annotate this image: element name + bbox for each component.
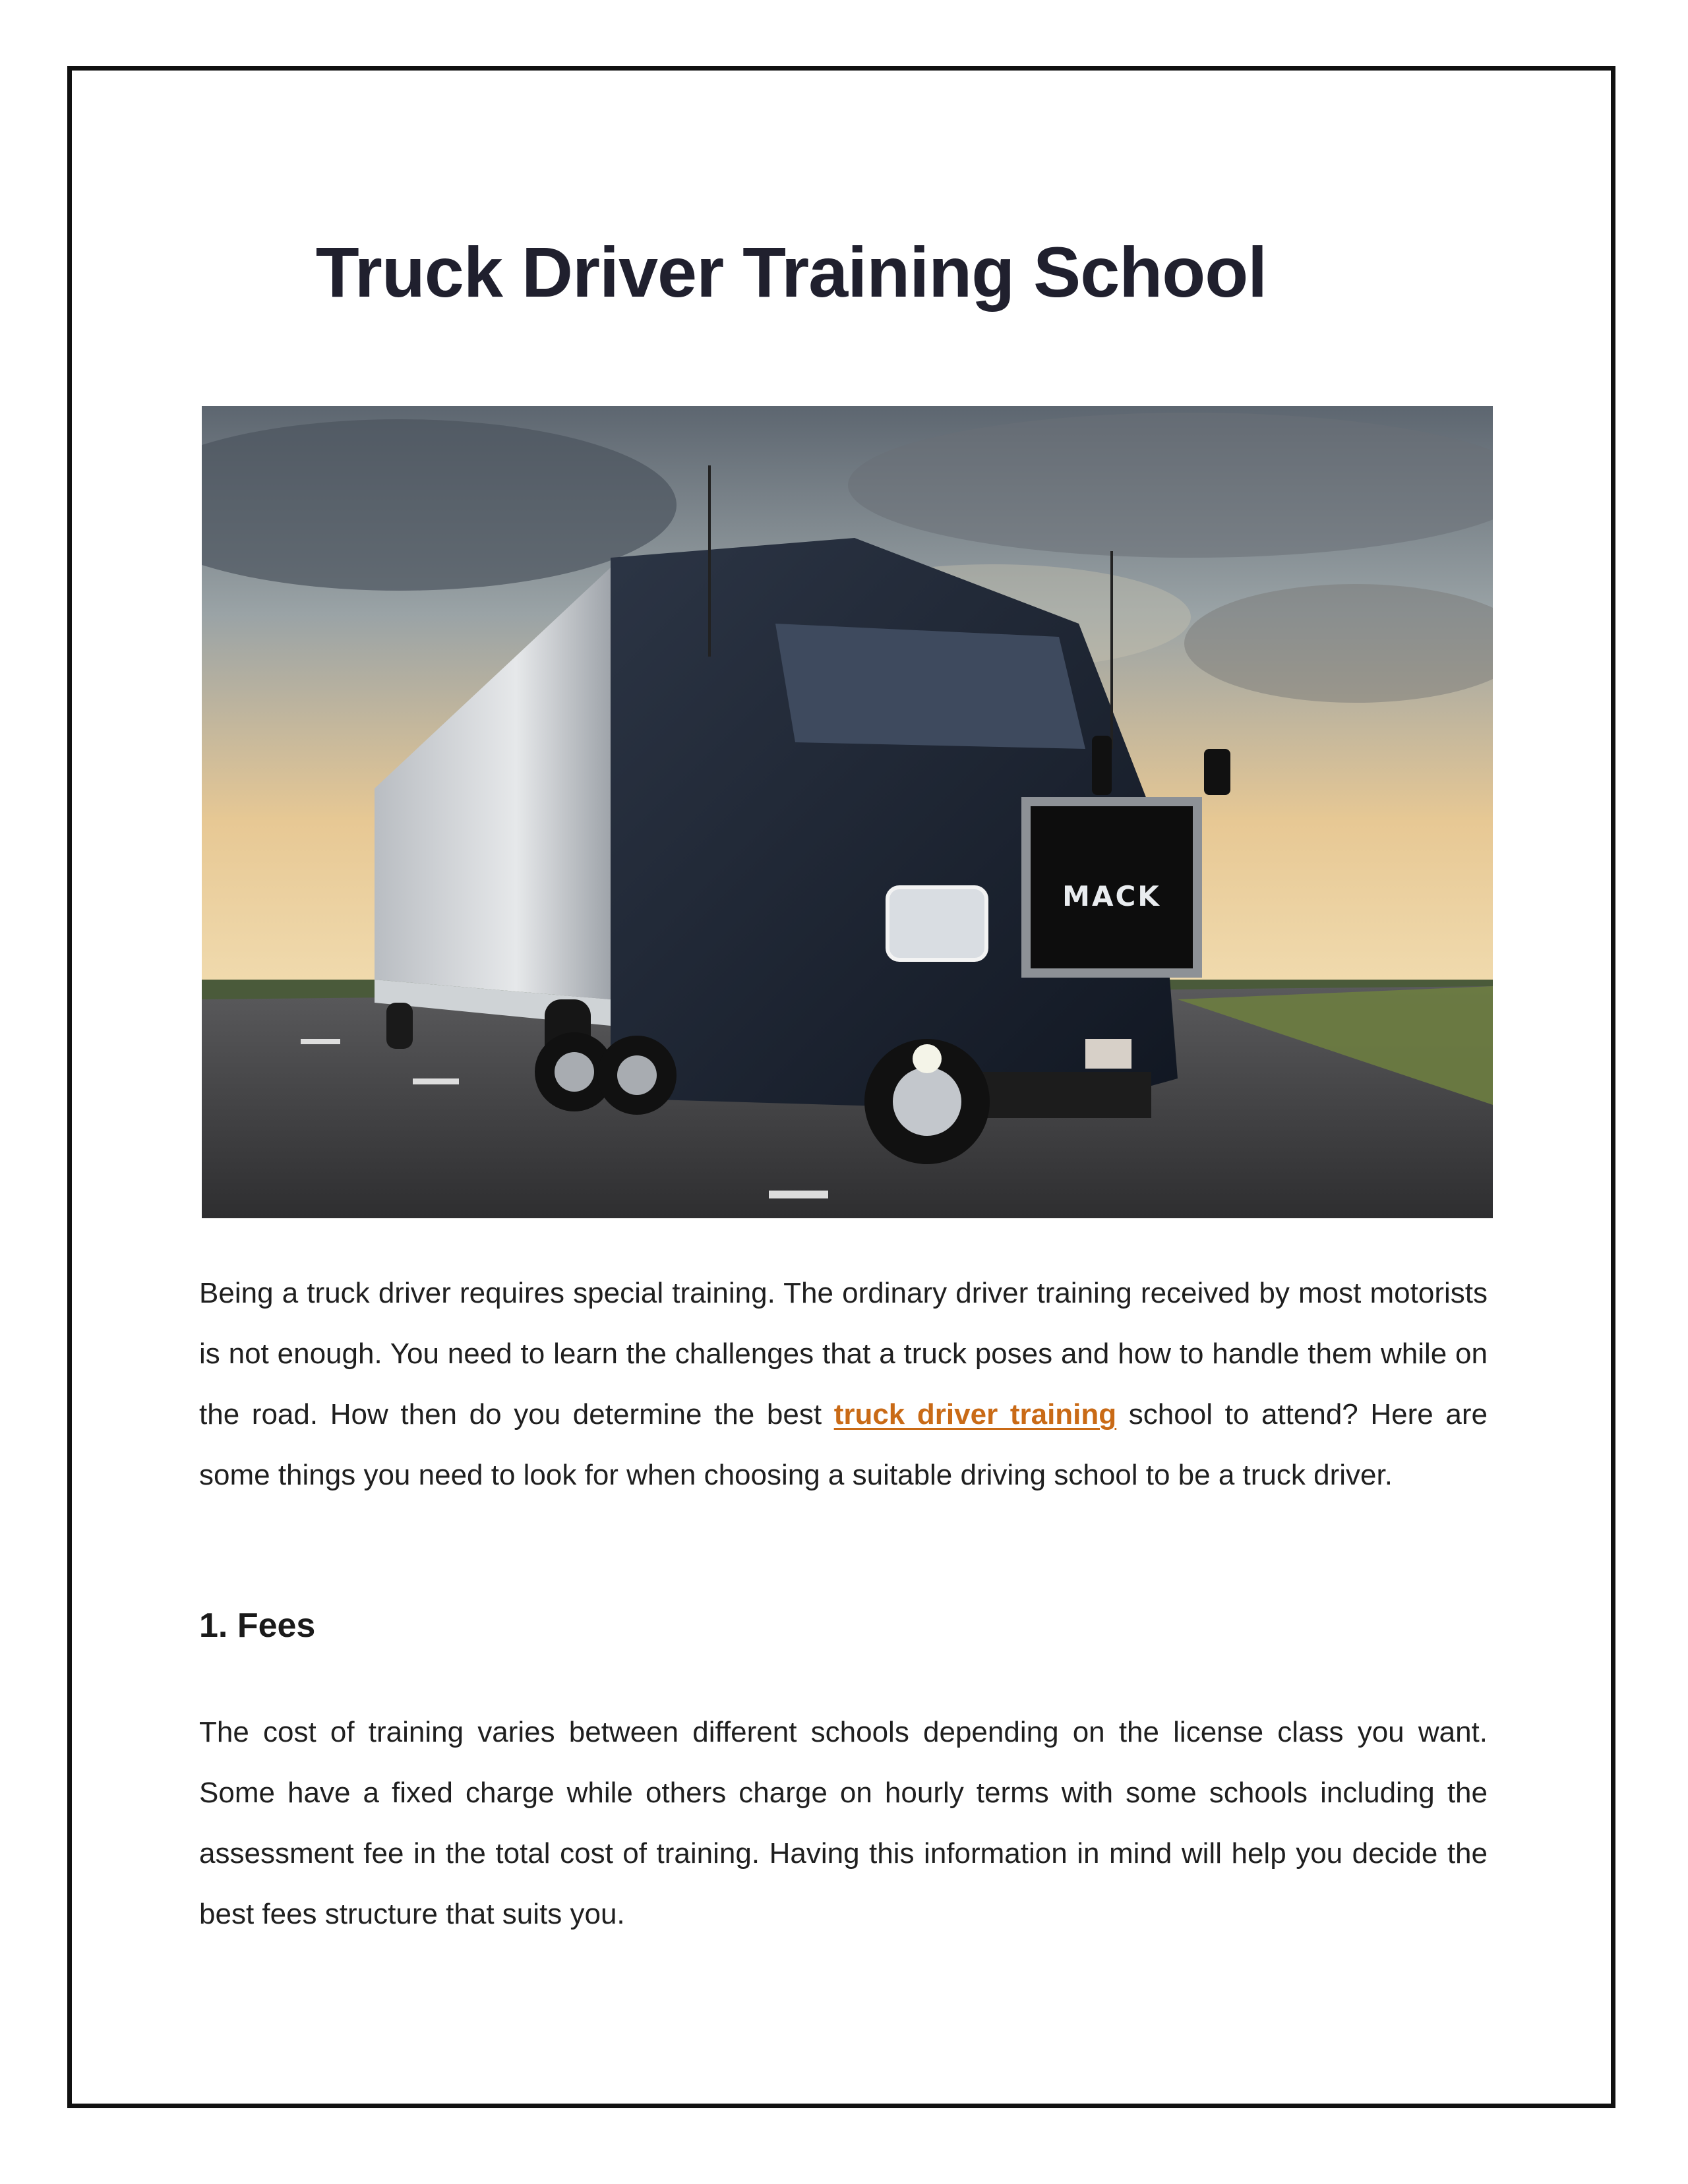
hero-image bbox=[202, 406, 1493, 1218]
section-body-fees: The cost of training varies between different schools depending on the license class you want. Some have a fixed charge while others charge on hourly terms with some schools including the assessment fee in the total cost of training. Having this information in mind will help you decide the best fees structure that suits you. bbox=[199, 1716, 1488, 1930]
intro-text-end: school to attend? Here are some things you need to look for when choosing a suitable driving school to be a truck driver. bbox=[199, 1398, 1488, 1491]
section-heading-fees: 1. Fees bbox=[199, 1607, 316, 1645]
truck-photo-icon bbox=[202, 406, 1493, 1218]
intro-text-start: Being a truck driver requires special training. The ordinary driver training received by most motorists is not enough. You need to learn the challenges that a truck poses and how to handle them while on the road. How then do you determine the best bbox=[199, 1277, 1488, 1431]
truck-driver-training-link[interactable]: truck driver training bbox=[833, 1398, 1117, 1431]
intro-paragraph bbox=[199, 1263, 1488, 1506]
page-title: Truck Driver Training School bbox=[315, 232, 1267, 312]
truck-grille-badge: MACK bbox=[1062, 880, 1161, 912]
